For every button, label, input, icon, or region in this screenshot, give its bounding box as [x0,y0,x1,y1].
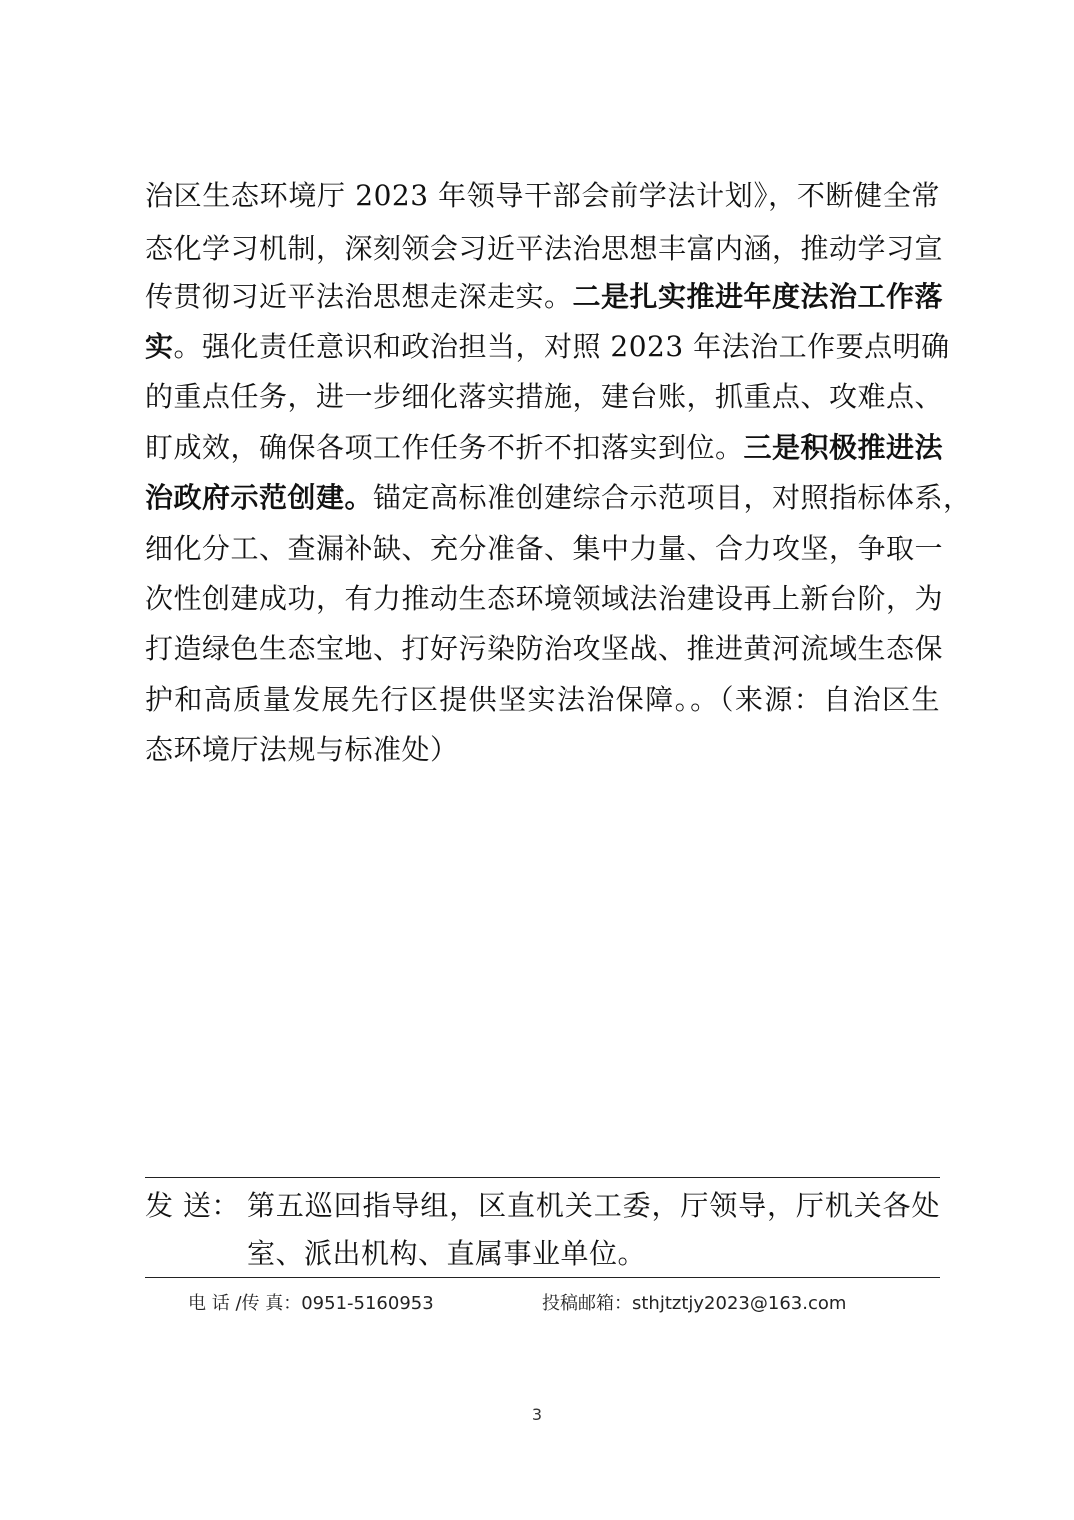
bold-heading-3: 三是积极推进法 [743,431,944,464]
body-line-10 [145,631,944,667]
body-text: 锚定高标准创建综合示范项目，对照指标体系， [373,481,972,514]
distribution-line-2: 室、派出机构、直属事业单位。 [247,1237,647,1270]
distribution-line-1: 第五巡回指导组，区直机关工委，厅领导，厅机关各处 [247,1189,940,1222]
contact-email: 投稿邮箱：sthjtztjy2023@163.com [542,1293,847,1314]
bold-heading-2: 二是扎实推进年度法治工作落 [572,280,944,313]
body-text: 态环境厅法规与标准处） [145,733,459,766]
body-text: 态化学习机制，深刻领会习近平法治思想丰富内涵，推动学习宣 [145,232,944,265]
body-text: 盯成效，确保各项工作任务不折不扣落实到位。 [145,431,744,464]
body-text: 细化分工、查漏补缺、充分准备、集中力量、合力攻坚，争取一 [145,532,944,565]
top-divider [145,1177,940,1178]
body-line-12 [145,732,940,768]
distribution-label: 发 送： [145,1189,240,1222]
body-text: 护和高质量发展先行区提供坚实法治保障。。（来源：自治区生 [145,683,940,716]
body-text: 的重点任务，进一步细化落实措施，建台账，抓重点、攻难点、 [145,380,944,413]
body-line-1 [145,178,940,214]
body-text: 打造绿色生态宝地、打好污染防治攻坚战、推进黄河流域生态保 [145,632,944,665]
body-line-2 [145,231,944,267]
body-line-6 [145,430,944,466]
bold-heading-2-cont: 实 [145,330,174,363]
contact-phone: 电 话 /传 真：0951-5160953 [188,1293,434,1314]
body-line-5 [145,379,944,415]
body-text: 次性创建成功，有力推动生态环境领域法治建设再上新台阶，为 [145,582,944,615]
body-text: 。强化责任意识和政治担当，对照 2023 年法治工作要点明确 [173,330,950,363]
body-line-9 [145,581,944,617]
body-line-4 [145,329,950,365]
bottom-divider [145,1277,940,1278]
body-text: 传贯彻习近平法治思想走深走实。 [145,280,573,313]
body-line-3 [145,279,944,315]
body-line-7 [145,480,972,516]
body-text: 治区生态环境厅 2023 年领导干部会前学法计划》，不断健全常 [145,179,940,212]
page-number: 3 [531,1405,543,1424]
bold-heading-3-cont: 治政府示范创建。 [145,481,374,514]
body-line-11 [145,682,940,718]
body-line-8 [145,531,944,567]
